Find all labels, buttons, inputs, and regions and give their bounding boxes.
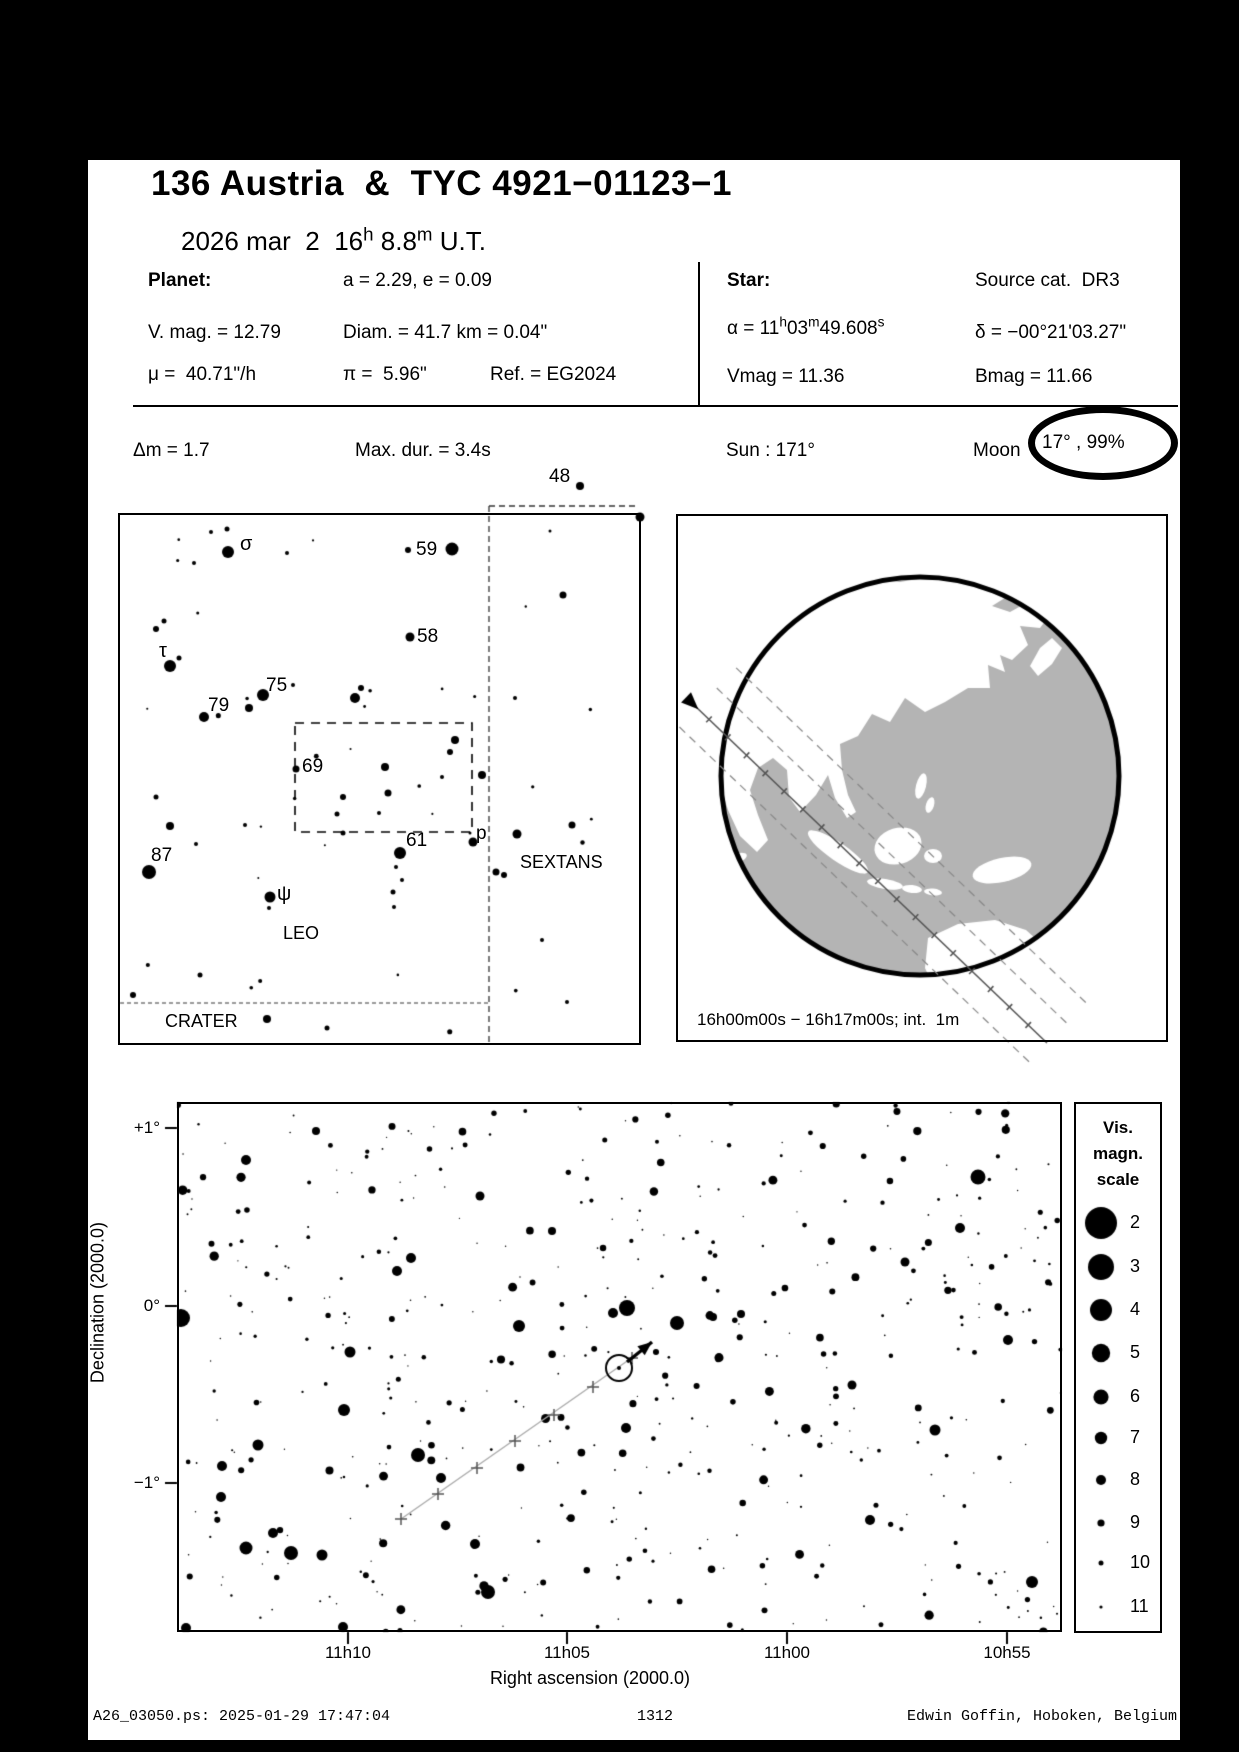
finder-label-τ: τ [159, 640, 167, 662]
event-date [181, 223, 486, 257]
legend-title-0: Vis. [1103, 1118, 1133, 1137]
text-segment: 8.8 [373, 226, 417, 256]
text-segment: α = 11 [727, 318, 780, 339]
footer-page-number: 1312 [636, 1708, 673, 1725]
y-tick-+1°: +1° [133, 1118, 160, 1137]
delta-m: Δm = 1.7 [133, 440, 210, 461]
star-source-catalog: Source cat. DR3 [975, 270, 1120, 291]
legend-mag-3: 3 [1130, 1256, 1141, 1276]
finder-label-SEXTANS: SEXTANS [520, 852, 603, 872]
finder-label-79: 79 [208, 695, 230, 716]
table-divider [698, 262, 700, 406]
page-title: 136 Austria & TYC 4921−01123−1 [151, 164, 732, 203]
planet-vmag: V. mag. = 12.79 [148, 322, 281, 343]
x-tick-11h05: 11h05 [543, 1643, 590, 1662]
star-ra [727, 314, 885, 340]
legend-mag-4: 4 [1130, 1299, 1141, 1319]
x-tick-11h10: 11h10 [324, 1643, 371, 1662]
planet-mu: μ = 40.71"/h [148, 364, 257, 385]
table-rule [133, 405, 1178, 407]
finder-label-48: 48 [549, 466, 571, 487]
legend-mag-7: 7 [1130, 1427, 1141, 1447]
moon-label: Moon [973, 440, 1021, 461]
legend-mag-8: 8 [1130, 1469, 1141, 1489]
y-tick-−1°: −1° [133, 1473, 160, 1492]
legend-mag-5: 5 [1130, 1342, 1141, 1362]
finder-label-58: 58 [417, 626, 439, 647]
finder-chart-frame [118, 513, 641, 1045]
sun-altitude: Sun : 171° [726, 440, 815, 461]
finder-label-87: 87 [151, 845, 173, 866]
text-segment: m [808, 314, 820, 330]
planet-diameter: Diam. = 41.7 km = 0.04" [343, 322, 548, 343]
footer-author: Edwin Goffin, Hoboken, Belgium [906, 1708, 1177, 1725]
legend-mag-10: 10 [1130, 1552, 1151, 1572]
x-axis-label: Right ascension (2000.0) [489, 1668, 691, 1688]
finder-label-p: p [476, 823, 487, 844]
finder-label-75: 75 [266, 675, 288, 696]
max-duration: Max. dur. = 3.4s [355, 440, 491, 461]
y-tick-0°: 0° [143, 1296, 160, 1315]
text-segment: 2026 mar 2 16 [181, 226, 364, 256]
text-segment: h [363, 223, 374, 245]
text-segment: s [877, 314, 885, 330]
legend-mag-11: 11 [1130, 1596, 1149, 1616]
star-dec: δ = −00°21'03.27" [975, 322, 1127, 343]
text-segment: h [779, 314, 787, 330]
finder-label-CRATER: CRATER [165, 1011, 238, 1031]
text-segment: 49.608 [819, 318, 878, 339]
legend-mag-2: 2 [1130, 1212, 1141, 1232]
main-chart-frame [177, 1102, 1062, 1632]
x-tick-11h00: 11h00 [763, 1643, 810, 1662]
star-heading: Star: [727, 270, 771, 291]
finder-label-69: 69 [302, 756, 324, 777]
legend-mag-6: 6 [1130, 1386, 1141, 1406]
moon-value: 17° , 99% [1042, 432, 1125, 453]
legend-title-2: scale [1096, 1170, 1140, 1189]
text-segment: U.T. [432, 226, 486, 256]
finder-label-61: 61 [406, 830, 428, 851]
star-vmag: Vmag = 11.36 [727, 366, 845, 387]
globe-caption: 16h00m00s − 16h17m00s; int. 1m [697, 1010, 960, 1029]
x-tick-10h55: 10h55 [983, 1643, 1031, 1662]
text-segment: 03 [786, 318, 809, 339]
y-axis-label: Declination (2000.0) [87, 1221, 108, 1384]
planet-parallax: π = 5.96" [343, 364, 427, 385]
star-bmag: Bmag = 11.66 [975, 366, 1093, 387]
text-segment: m [416, 223, 433, 245]
legend-title-1: magn. [1092, 1144, 1144, 1163]
globe-frame [676, 514, 1168, 1042]
legend-mag-9: 9 [1130, 1512, 1141, 1532]
footer-file-info: A26_03050.ps: 2025-01-29 17:47:04 [93, 1708, 391, 1725]
finder-label-59: 59 [416, 539, 438, 560]
finder-label-σ: σ [240, 533, 253, 555]
finder-label-LEO: LEO [283, 923, 320, 943]
finder-label-ψ: ψ [277, 883, 292, 905]
planet-heading: Planet: [148, 270, 212, 291]
planet-elements: a = 2.29, e = 0.09 [343, 270, 492, 291]
planet-ref: Ref. = EG2024 [490, 364, 617, 385]
